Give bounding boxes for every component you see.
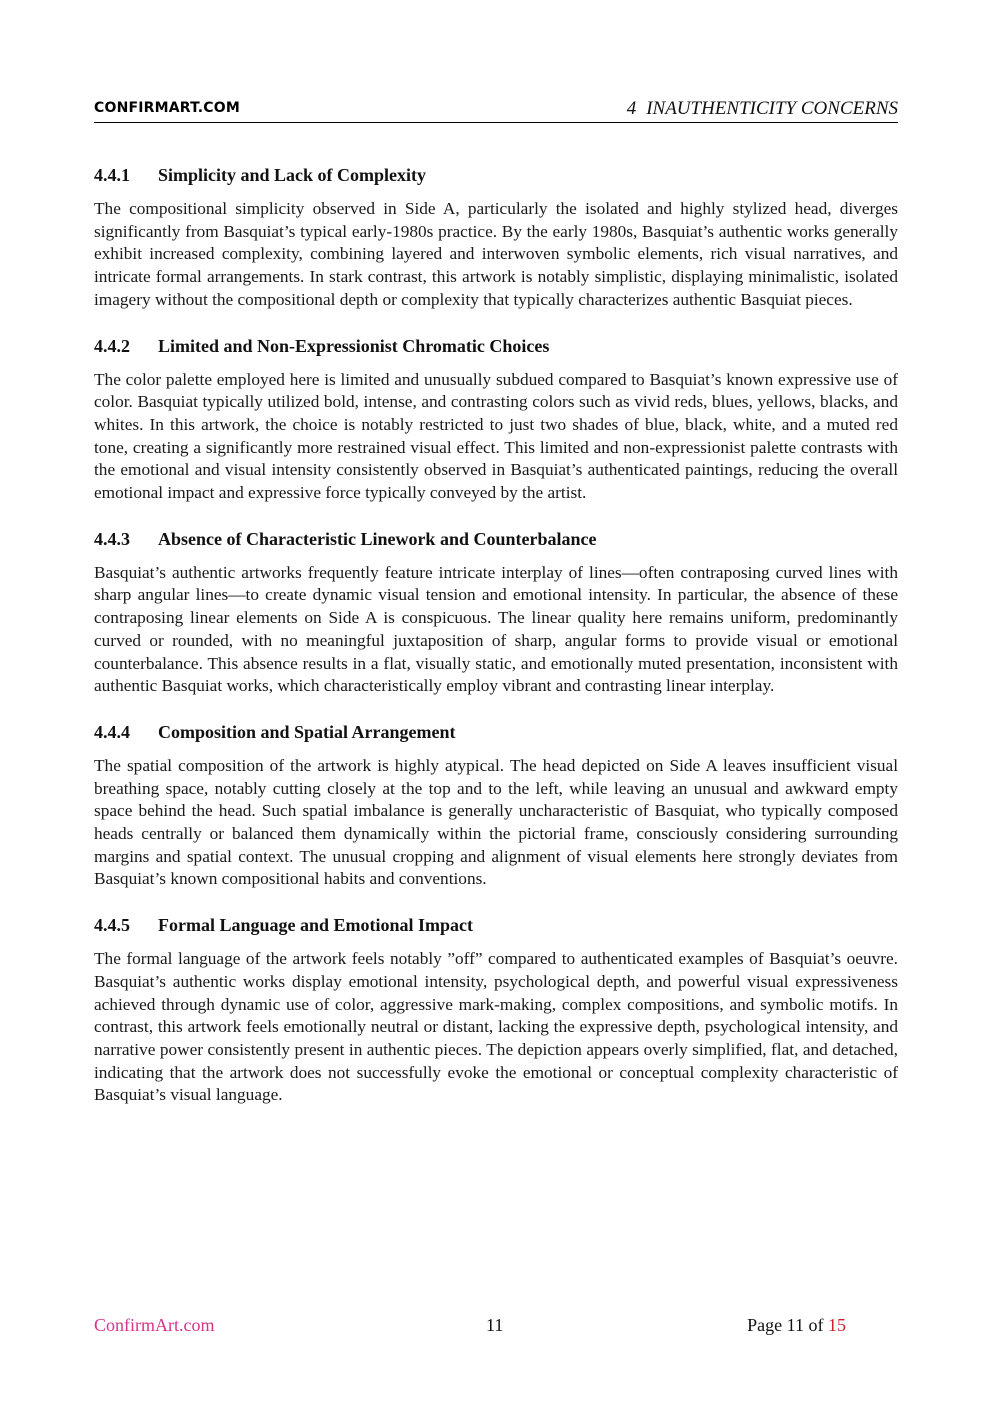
section-heading [94, 913, 898, 937]
section-4-4-3 [94, 527, 898, 698]
page-of-label: Page 11 of [747, 1315, 824, 1335]
section-title: Formal Language and Emotional Impact [158, 915, 474, 936]
section-title: Composition and Spatial Arrangement [158, 721, 456, 742]
chapter-title: INAUTHENTICITY CONCERNS [646, 98, 898, 119]
section-body: The formal language of the artwork feels notably ”off” compared to authenticated examples of Basquiat’s oeuvre. Basquiat’s authentic works display emotional intensity, psychological depth, and powerful visual expressiveness achieved through dynamic use of color, aggressive mark-making, complex compositions, and symbolic motifs. In contrast, this artwork feels emotionally neutral or distant, lacking the expressive depth, psychological intensity, and narrative power consistently present in authentic pieces. The depiction appears overly simplified, flat, and detached, indicating that the artwork does not successfully evoke the emotional or conceptual complexity characteristic of Basquiat’s visual language. [94, 949, 898, 1105]
section-body: The compositional simplicity observed in Side A, particularly the isolated and highly stylized head, diverges significantly from Basquiat’s typical early-1980s practice. By the early 1980s, Basquiat’s authentic works generally exhibit increased complexity, combining layered and interwoven symbolic elements, rich visual narratives, and intricate formal arrangements. In stark contrast, this artwork is notably simplistic, displaying minimalistic, isolated imagery without the compositional depth or complexity that typically characterizes authentic Basquiat pieces. [94, 199, 898, 309]
chapter-number: 4 [626, 98, 637, 119]
confirmart-logo: CONFIRMART.COM [94, 100, 241, 116]
section-4-4-2 [94, 334, 898, 505]
page-footer [94, 1315, 846, 1339]
footer-page-number: 11 [486, 1315, 504, 1335]
section-4-4-5 [94, 913, 898, 1107]
section-heading [94, 527, 898, 551]
section-number: 4.4.2 [94, 335, 130, 356]
section-title: Simplicity and Lack of Complexity [158, 165, 427, 185]
section-title: Limited and Non-Expressionist Chromatic Choices [158, 335, 550, 356]
footer-page-of [747, 1315, 846, 1336]
section-number: 4.4.5 [94, 915, 130, 936]
section-heading [94, 163, 898, 187]
section-heading [94, 334, 898, 358]
section-4-4-1 [94, 163, 898, 312]
main-content [94, 163, 898, 1129]
running-head [627, 98, 898, 120]
page-header [94, 96, 898, 123]
footer-site-link[interactable]: ConfirmArt.com [94, 1315, 215, 1335]
section-body: The spatial composition of the artwork is highly atypical. The head depicted on Side A leaves insufficient visual breathing space, notably cutting closely at the top and to the left, while leaving an unusual and awkward empty space behind the head. Such spatial imbalance is generally uncharacteristic of Basquiat, who typically composed heads centrally or balanced them dynamically within the pictorial frame, consciously considering surrounding margins and spatial context. The unusual cropping and alignment of visual elements here strongly deviates from Basquiat’s known compositional habits and conventions. [94, 755, 898, 889]
section-number: 4.4.4 [94, 721, 130, 742]
page-total-link[interactable]: 15 [828, 1315, 846, 1335]
section-number: 4.4.1 [94, 165, 130, 185]
section-heading [94, 720, 898, 744]
section-title: Absence of Characteristic Linework and Counterbalance [158, 528, 597, 549]
section-body: Basquiat’s authentic artworks frequently feature intricate interplay of lines—often contraposing curved lines with sharp angular lines—to create dynamic visual tension and emotional intensity. In particular, the absence of these contraposing linear elements on Side A is conspicuous. The linear quality here remains uniform, predominantly curved or rounded, with no meaningful juxtaposition of sharp, angular forms to provide visual or emotional counterbalance. This absence results in a flat, visually static, and emotionally muted presentation, inconsistent with authentic Basquiat works, which characteristically employ vibrant and contrasting linear interplay. [94, 562, 898, 696]
section-4-4-4 [94, 720, 898, 891]
section-number: 4.4.3 [94, 528, 130, 549]
section-body: The color palette employed here is limited and unusually subdued compared to Basquiat’s known expressive use of color. Basquiat typically utilized bold, intense, and contrasting colors such as vivid reds, blues, yellows, blacks, and whites. In this artwork, the choice is notably restricted to just two shades of blue, black, white, and a muted red tone, creating a significantly more restrained visual effect. This limited and non-expressionist palette contrasts with the emotional and visual intensity consistently observed in Basquiat’s authenticated paintings, reducing the overall emotional impact and expressive force typically conveyed by the artist. [94, 369, 898, 503]
